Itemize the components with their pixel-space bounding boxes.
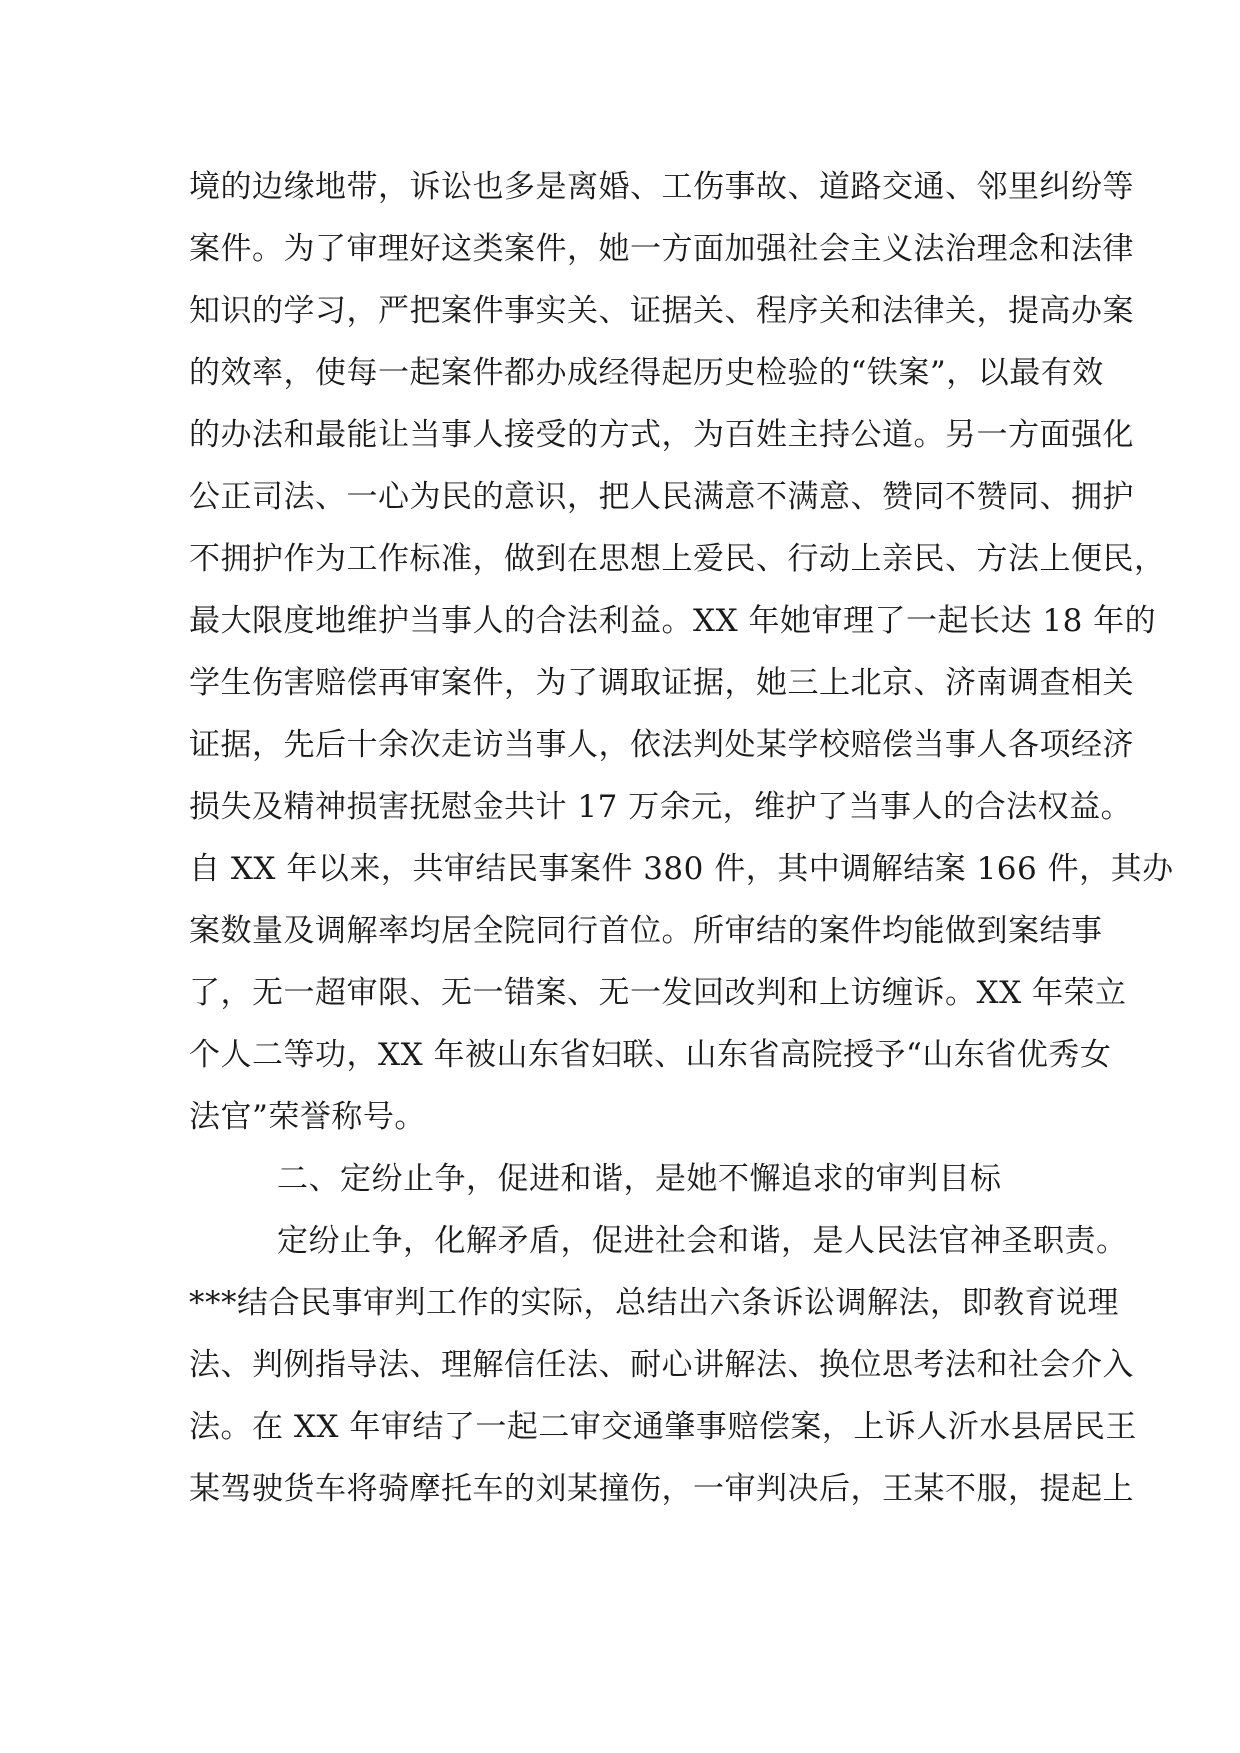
- paragraph-line: 了，无一超审限、无一错案、无一发回改判和上访缠诉。XX 年荣立: [189, 975, 1127, 1011]
- paragraph-line: 境的边缘地带，诉讼也多是离婚、工伤事故、道路交通、邻里纠纷等: [189, 169, 1134, 205]
- paragraph-line: 定纷止争，化解矛盾，促进社会和谐，是人民法官神圣职责。: [277, 1223, 1128, 1259]
- paragraph-line: 的办法和最能让当事人接受的方式，为百姓主持公道。另一方面强化: [189, 417, 1134, 453]
- paragraph-line: 证据，先后十余次走访当事人，依法判处某学校赔偿当事人各项经济: [189, 727, 1134, 763]
- paragraph-line: 法。在 XX 年审结了一起二审交通肇事赔偿案，上诉人沂水县居民王: [189, 1409, 1137, 1445]
- paragraph-line: ***结合民事审判工作的实际，总结出六条诉讼调解法，即教育说理: [189, 1285, 1119, 1321]
- paragraph-line: 法、判例指导法、理解信任法、耐心讲解法、换位思考法和社会介入: [189, 1347, 1134, 1383]
- paragraph-line: 不拥护作为工作标准，做到在思想上爱民、行动上亲民、方法上便民，: [189, 541, 1166, 577]
- paragraph-line: 自 XX 年以来，共审结民事案件 380 件，其中调解结案 166 件，其办: [189, 851, 1174, 887]
- paragraph-line: 公正司法、一心为民的意识，把人民满意不满意、赞同不赞同、拥护: [189, 479, 1134, 515]
- paragraph-line: 学生伤害赔偿再审案件，为了调取证据，她三上北京、济南调查相关: [189, 665, 1134, 701]
- section-heading: 二、定纷止争，促进和谐，是她不懈追求的审判目标: [277, 1161, 1002, 1197]
- paragraph-line: 法官”荣誉称号。: [189, 1099, 426, 1135]
- paragraph-line: 案件。为了审理好这类案件，她一方面加强社会主义法治理念和法律: [189, 231, 1134, 267]
- paragraph-line: 知识的学习，严把案件事实关、证据关、程序关和法律关，提高办案: [189, 293, 1134, 329]
- paragraph-line: 的效率，使每一起案件都办成经得起历史检验的“铁案”，以最有效: [189, 355, 1104, 391]
- paragraph-line: 某驾驶货车将骑摩托车的刘某撞伤，一审判决后，王某不服，提起上: [189, 1471, 1134, 1507]
- paragraph-line: 最大限度地维护当事人的合法利益。XX 年她审理了一起长达 18 年的: [189, 603, 1157, 639]
- paragraph-line: 案数量及调解率均居全院同行首位。所审结的案件均能做到案结事: [189, 913, 1103, 949]
- paragraph-line: 损失及精神损害抚慰金共计 17 万余元，维护了当事人的合法权益。: [189, 789, 1133, 825]
- paragraph-line: 个人二等功，XX 年被山东省妇联、山东省高院授予“山东省优秀女: [189, 1037, 1112, 1073]
